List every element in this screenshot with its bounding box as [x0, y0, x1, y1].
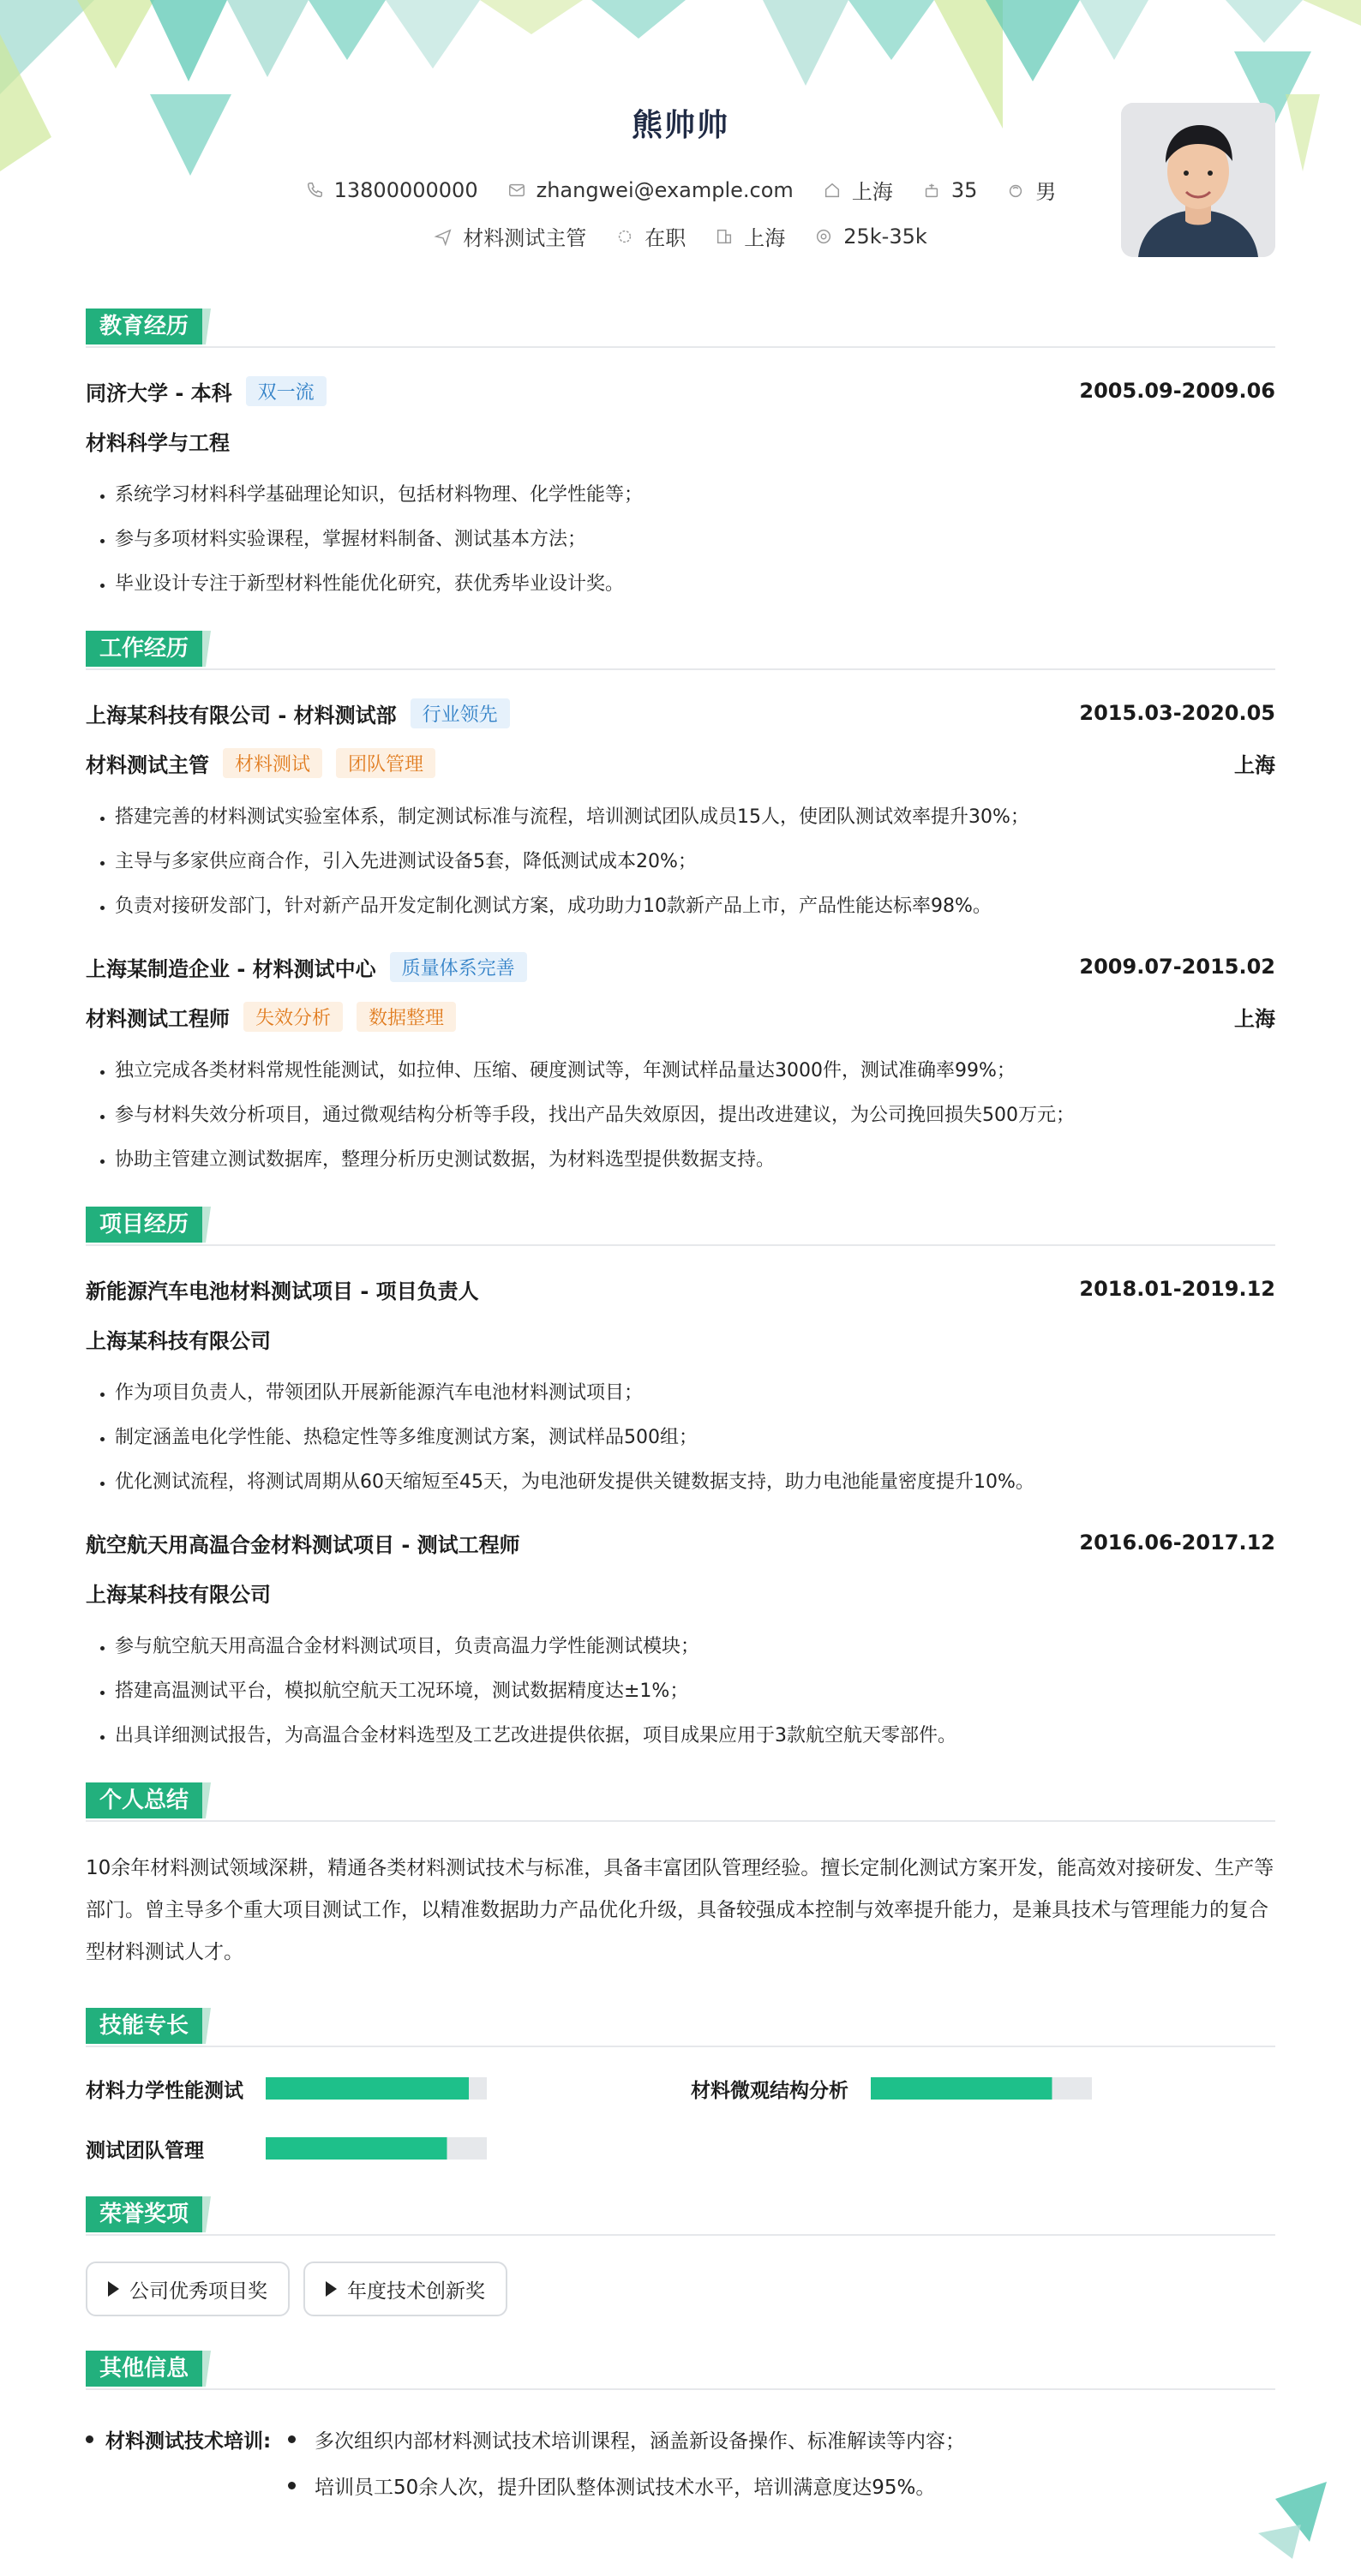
contact-email	[507, 175, 794, 205]
home-icon	[823, 181, 842, 200]
list-item: • 参与航空航天用高温合金材料测试项目，负责高温力学性能测试模块；	[115, 1625, 1275, 1669]
contact-city	[823, 175, 893, 205]
company-name: 上海某制造企业 - 材料测试中心	[86, 956, 376, 981]
list-item: • 负责对接研发部门，针对新产品开发定制化测试方案，成功助力10款新产品上市，产品性能达标率98%。	[115, 884, 1275, 929]
education-bullets	[86, 473, 1275, 607]
work-date: 2015.03-2020.05	[1079, 701, 1275, 725]
detail-status	[615, 221, 686, 251]
skill-fill	[871, 2077, 1052, 2100]
skill-item	[86, 2133, 691, 2164]
resume-header	[86, 0, 1275, 291]
work-location: 上海	[1234, 752, 1275, 777]
avatar	[1121, 103, 1275, 257]
salary-icon	[814, 227, 833, 246]
age-icon	[922, 181, 941, 200]
skill-bar	[266, 2077, 487, 2100]
skill-fill	[266, 2077, 469, 2100]
projects-title: 项目经历	[86, 1207, 202, 1243]
company-tag: 质量体系完善	[390, 952, 527, 982]
skill-bar	[871, 2077, 1092, 2100]
play-icon	[326, 2281, 337, 2297]
project-entry	[86, 1525, 1275, 1758]
award-label: 年度技术创新奖	[347, 2279, 485, 2303]
skill-name: 测试团队管理	[86, 2139, 204, 2162]
list-item: • 参与多项材料实验课程，掌握材料制备、测试基本方法；	[115, 518, 1275, 562]
education-entry	[86, 374, 1275, 607]
other-heading	[86, 2347, 1275, 2390]
education-date: 2005.09-2009.06	[1079, 379, 1275, 403]
role-tag: 团队管理	[336, 748, 435, 778]
summary-title: 个人总结	[86, 1782, 202, 1818]
role-tag: 数据整理	[357, 1002, 456, 1032]
position-value: 材料测试主管	[463, 226, 587, 250]
phone-value: 13800000000	[333, 177, 478, 202]
school-name: 同济大学 - 本科	[86, 380, 232, 405]
summary-text: 10余年材料测试领域深耕，精通各类材料测试技术与标准，具备丰富团队管理经验。擅长定制化测试方案开发，能高效对接研发、生产等部门。曾主导多个重大项目测试工作，以精准数据助力产品优化升级，具备较强成本控制与效率提升能力，是兼具技术与管理能力的复合型材料测试人才。	[86, 1857, 1274, 1963]
status-icon	[615, 227, 634, 246]
role-tag: 材料测试	[223, 748, 322, 778]
awards-section	[86, 2193, 1275, 2316]
other-line: 培训员工50余人次，提升团队整体测试技术水平，培训满意度达95%。	[315, 2476, 936, 2499]
play-icon	[108, 2281, 119, 2297]
project-name: 新能源汽车电池材料测试项目 - 项目负责人	[86, 1279, 479, 1303]
work-location: 上海	[1234, 1006, 1275, 1031]
role-name: 材料测试工程师	[86, 1006, 230, 1031]
send-icon	[434, 227, 453, 246]
summary-section	[86, 1779, 1275, 1974]
other-title: 其他信息	[86, 2351, 202, 2387]
candidate-name: 熊帅帅	[631, 108, 729, 143]
project-date: 2016.06-2017.12	[1079, 1531, 1275, 1555]
awards-heading	[86, 2193, 1275, 2236]
project-company: 上海某科技有限公司	[86, 1582, 271, 1607]
email-value: zhangwei@example.com	[536, 177, 794, 202]
education-heading	[86, 305, 1275, 348]
contact-gender	[1006, 175, 1056, 205]
projects-heading	[86, 1203, 1275, 1246]
list-item: • 优化测试流程，将测试周期从60天缩短至45天，为电池研发提供关键数据支持，助力电池能量密度提升10%。	[115, 1460, 1275, 1505]
phone-icon	[305, 181, 324, 200]
skills-section	[86, 2004, 1275, 2164]
bullet-dot	[86, 2435, 93, 2443]
project-bullets	[86, 1625, 1275, 1758]
bullet-dot	[288, 2435, 296, 2443]
status-value: 在职	[645, 226, 686, 250]
list-item: • 制定涵盖电化学性能、热稳定性等多维度测试方案，测试样品500组；	[115, 1416, 1275, 1460]
building-icon	[715, 227, 734, 246]
skills-grid	[86, 2073, 1275, 2164]
other-label: 材料测试技术培训:	[105, 2429, 272, 2453]
project-entry	[86, 1272, 1275, 1505]
other-info	[86, 2416, 1275, 2508]
education-title: 教育经历	[86, 309, 202, 344]
skill-item	[86, 2073, 691, 2104]
projects-section	[86, 1203, 1275, 1758]
age-value: 35	[950, 177, 978, 202]
list-item: • 主导与多家供应商合作，引入先进测试设备5套，降低测试成本20%；	[115, 840, 1275, 884]
contact-row	[86, 175, 1275, 205]
project-date: 2018.01-2019.12	[1079, 1277, 1275, 1301]
work-heading	[86, 627, 1275, 670]
skills-title: 技能专长	[86, 2008, 202, 2044]
summary-heading	[86, 1779, 1275, 1822]
gender-icon	[1006, 181, 1025, 200]
awards-title: 荣誉奖项	[86, 2196, 202, 2232]
skill-name: 材料微观结构分析	[691, 2079, 848, 2102]
list-item: • 独立完成各类材料常规性能测试，如拉伸、压缩、硬度测试等，年测试样品量达3000件，测试准确率99%；	[115, 1049, 1275, 1093]
contact-age	[922, 175, 978, 205]
skill-bar	[266, 2137, 487, 2160]
award-chip	[86, 2261, 290, 2316]
work-bullets	[86, 795, 1275, 929]
mail-icon	[507, 181, 526, 200]
list-item: • 搭建高温测试平台，模拟航空航天工况环境，测试数据精度达±1%；	[115, 1669, 1275, 1714]
company-tag: 行业领先	[411, 698, 510, 728]
work-entry	[86, 696, 1275, 929]
gender-value: 男	[1035, 180, 1057, 204]
salary-value: 25k-35k	[843, 224, 927, 249]
list-item: • 作为项目负责人，带领团队开展新能源汽车电池材料测试项目；	[115, 1371, 1275, 1416]
skill-fill	[266, 2137, 447, 2160]
education-section	[86, 305, 1275, 607]
list-item: • 协助主管建立测试数据库，整理分析历史测试数据，为材料选型提供数据支持。	[115, 1138, 1275, 1183]
project-name: 航空航天用高温合金材料测试项目 - 测试工程师	[86, 1532, 520, 1557]
school-tag: 双一流	[246, 376, 327, 406]
awards-list	[86, 2261, 1275, 2316]
role-name: 材料测试主管	[86, 752, 209, 777]
major-name: 材料科学与工程	[86, 430, 230, 455]
skill-item	[691, 2073, 1296, 2104]
role-tag: 失效分析	[243, 1002, 343, 1032]
detail-salary	[814, 221, 927, 251]
work-title: 工作经历	[86, 631, 202, 667]
project-bullets	[86, 1371, 1275, 1505]
detail-row	[86, 221, 1275, 251]
skills-heading	[86, 2004, 1275, 2047]
award-chip	[303, 2261, 507, 2316]
bullet-dot	[288, 2482, 296, 2489]
award-label: 公司优秀项目奖	[129, 2279, 267, 2303]
location-value: 上海	[744, 226, 786, 250]
company-name: 上海某科技有限公司 - 材料测试部	[86, 703, 397, 728]
work-bullets	[86, 1049, 1275, 1183]
list-item: • 参与材料失效分析项目，通过微观结构分析等手段，找出产品失效原因，提出改进建议，为公司挽回损失500万元；	[115, 1093, 1275, 1138]
detail-position	[434, 221, 586, 251]
list-item: • 系统学习材料科学基础理论知识，包括材料物理、化学性能等；	[115, 473, 1275, 518]
work-section	[86, 627, 1275, 1183]
work-date: 2009.07-2015.02	[1079, 955, 1275, 979]
other-section	[86, 2347, 1275, 2508]
other-line: 多次组织内部材料测试技术培训课程，涵盖新设备操作、标准解读等内容；	[315, 2429, 965, 2453]
list-item: • 搭建完善的材料测试实验室体系，制定测试标准与流程，培训测试团队成员15人，使团队测试效率提升30%；	[115, 795, 1275, 840]
work-entry	[86, 950, 1275, 1183]
list-item: • 出具详细测试报告，为高温合金材料选型及工艺改进提供依据，项目成果应用于3款航空航天零部件。	[115, 1714, 1275, 1758]
contact-phone	[305, 175, 478, 205]
city-value: 上海	[851, 180, 893, 204]
skill-name: 材料力学性能测试	[86, 2079, 243, 2102]
project-company: 上海某科技有限公司	[86, 1328, 271, 1353]
detail-location	[715, 221, 785, 251]
list-item: • 毕业设计专注于新型材料性能优化研究，获优秀毕业设计奖。	[115, 562, 1275, 607]
